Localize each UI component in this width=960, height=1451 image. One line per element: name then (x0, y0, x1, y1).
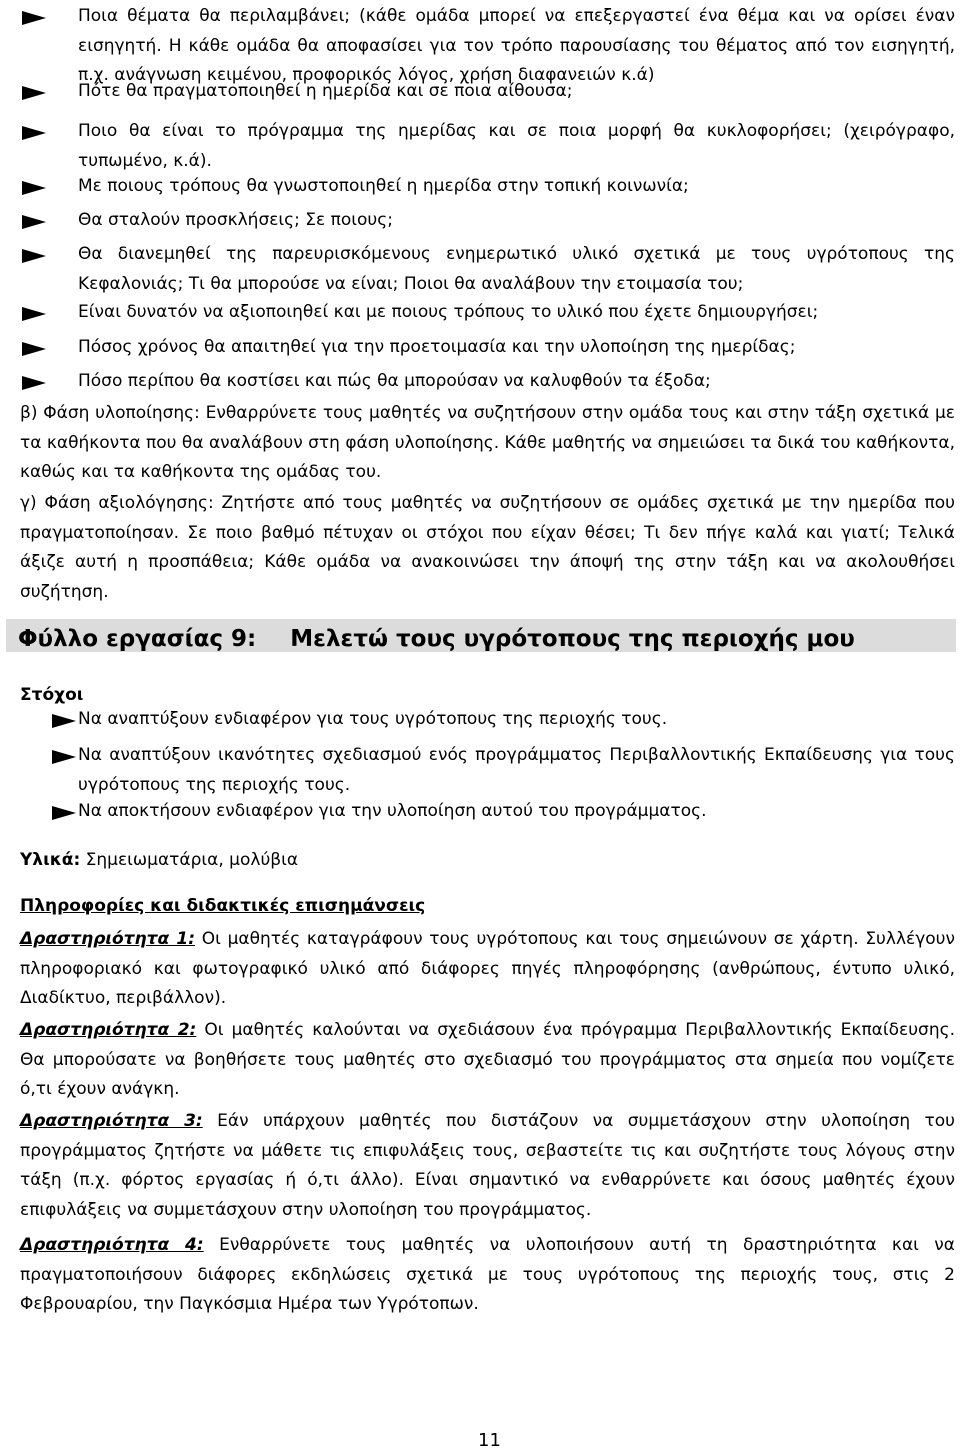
activity-paragraph (20, 1107, 955, 1225)
list-item (20, 333, 955, 363)
page-number: 11 (478, 1430, 501, 1451)
activity-label: Δραστηριότητα 2: (20, 1020, 197, 1040)
info-heading: Πληροφορίες και διδακτικές επισημάνσεις (20, 896, 426, 916)
list-item (20, 367, 955, 397)
activity-paragraph (20, 1016, 955, 1105)
arrow-bullet-icon (22, 126, 46, 140)
goal-item-text: Να αναπτύξουν ενδιαφέρον για τους υγρότοπους της περιοχής τους. (78, 709, 668, 729)
activity-label: Δραστηριότητα 3: (20, 1111, 203, 1131)
list-item-text: Πόσος χρόνος θα απαιτηθεί για την προετοιμασία και την υλοποίηση της ημερίδας; (78, 337, 796, 357)
arrow-bullet-icon (22, 215, 46, 229)
materials-line (20, 846, 955, 876)
goal-item (20, 797, 955, 827)
goal-item (20, 741, 955, 800)
list-item-text: Πόσο περίπου θα κοστίσει και πώς θα μπορούσαν να καλυφθούν τα έξοδα; (78, 371, 711, 391)
arrow-bullet-icon (52, 806, 76, 820)
list-item (20, 77, 955, 107)
activity-text: Ενθαρρύνετε τους μαθητές να υλοποιήσουν αυτή τη δραστηριότητα και να πραγματοποιήσουν διάφορες εκδηλώσεις σχετικά με τους υγρότοπους της περιοχής τους, στις 2 Φεβρουαρίου, την Παγκόσμια Ημέρα των Υγρότοπων. (20, 1235, 955, 1314)
worksheet-heading (18, 622, 855, 656)
phase-implementation-paragraph: β) Φάση υλοποίησης: Ενθαρρύνετε τους μαθητές να συζητήσουν στην ομάδα τους και στην τάξη σχετικά με τα καθήκοντα που θα αναλάβουν στη φάση υλοποίησης. Κάθε μαθητής να σημειώσει τα δικά του καθήκοντα, καθώς και τα καθήκοντα της ομάδας του. (20, 403, 955, 482)
activity-text: Οι μαθητές καλούνται να σχεδιάσουν ένα πρόγραμμα Περιβαλλοντικής Εκπαίδευσης. Θα μπορούσατε να βοηθήσετε τους μαθητές στο σχεδιασμό του προγράμματος στα σημεία που νομίζετε ό,τι έχουν ανάγκη. (20, 1020, 955, 1099)
goal-item-text: Να αναπτύξουν ικανότητες σχεδιασμού ενός προγράμματος Περιβαλλοντικής Εκπαίδευσης για τους υγρότοπους της περιοχής τους. (78, 745, 955, 795)
list-item-text: Είναι δυνατόν να αξιοποιηθεί και με ποιους τρόπους το υλικό που έχετε δημιουργήσει; (78, 302, 819, 322)
list-item-text: Θα διανεμηθεί της παρευρισκόμενους ενημερωτικό υλικό σχετικά με τους υγρότοπους της Κεφαλονιάς; Τι θα μπορούσε να είναι; Ποιοι θα αναλάβουν την ετοιμασία του; (78, 244, 955, 294)
activity-paragraph (20, 1231, 955, 1320)
arrow-bullet-icon (22, 307, 46, 321)
materials-value: Σημειωματάρια, μολύβια (85, 850, 299, 870)
goal-item-text: Να αποκτήσουν ενδιαφέρον για την υλοποίηση αυτού του προγράμματος. (78, 801, 707, 821)
materials-label: Υλικά: (20, 850, 81, 870)
list-item-text: Θα σταλούν προσκλήσεις; Σε ποιους; (78, 210, 393, 230)
list-item-text: Πότε θα πραγματοποιηθεί η ημερίδα και σε ποια αίθουσα; (78, 81, 573, 101)
list-item (20, 240, 955, 299)
activity-paragraph (20, 925, 955, 1014)
worksheet-subtitle: Μελετώ τους υγρότοπους της περιοχής μου (290, 626, 855, 652)
arrow-bullet-icon (22, 376, 46, 390)
list-item (20, 298, 955, 328)
list-item (20, 206, 955, 236)
list-item (20, 117, 955, 176)
activity-label: Δραστηριότητα 4: (20, 1235, 204, 1255)
goals-label: Στόχοι (20, 685, 84, 705)
activity-text: Εάν υπάρχουν μαθητές που διστάζουν να συμμετάσχουν στην υλοποίηση του προγράμματος ζητήστε να μάθετε τις επιφυλάξεις τους, σεβαστείτε τις και συζητήστε τους λόγους στην τάξη (π.χ. φόρτος εργασίας ή ό,τι άλλο). Είναι σημαντικό να ενθαρρύνετε και όσους μαθητές έχουν επιφυλάξεις να συμμετάσχουν στην υλοποίηση του προγράμματος. (20, 1111, 955, 1220)
arrow-bullet-icon (52, 714, 76, 728)
activity-text: Οι μαθητές καταγράφουν τους υγρότοπους και τους σημειώνουν σε χάρτη. Συλλέγουν πληροφοριακό και φωτογραφικό υλικό από διάφορες πηγές πληροφόρησης (ανθρώπους, έντυπο υλικό, Διαδίκτυο, περιβάλλον). (20, 929, 955, 1008)
phase-evaluation-paragraph: γ) Φάση αξιολόγησης: Ζητήστε από τους μαθητές να συζητήσουν σε ομάδες σχετικά με την ημερίδα που πραγματοποίησαν. Σε ποιο βαθμό πέτυχαν οι στόχοι που είχαν θέσει; Τι δεν πήγε καλά και γιατί; Τελικά άξιζε αυτή η προσπάθεια; Κάθε ομάδα να ανακοινώσει την άποψή της στην τάξη και να ακολουθήσει συζήτηση. (20, 493, 955, 602)
worksheet-title: Φύλλο εργασίας 9: (18, 626, 257, 652)
arrow-bullet-icon (22, 181, 46, 195)
arrow-bullet-icon (22, 342, 46, 356)
arrow-bullet-icon (52, 750, 76, 764)
list-item (20, 172, 955, 202)
list-item-text: Ποια θέματα θα περιλαμβάνει; (κάθε ομάδα μπορεί να επεξεργαστεί ένα θέμα και να ορίσει έναν εισηγητή. Η κάθε ομάδα θα αποφασίσει για τον τρόπο παρουσίασης του θέματος από τον εισηγητή, π.χ. ανάγνωση κειμένου, προφορικός λόγος, χρήση διαφανειών κ.ά) (78, 6, 955, 85)
arrow-bullet-icon (22, 249, 46, 263)
list-item-text: Με ποιους τρόπους θα γνωστοποιηθεί η ημερίδα στην τοπική κοινωνία; (78, 176, 689, 196)
list-item-text: Ποιο θα είναι το πρόγραμμα της ημερίδας και σε ποια μορφή θα κυκλοφορήσει; (χειρόγραφο, τυπωμένο, κ.ά). (78, 121, 955, 171)
activity-label: Δραστηριότητα 1: (20, 929, 196, 949)
arrow-bullet-icon (22, 86, 46, 100)
arrow-bullet-icon (22, 11, 46, 25)
goal-item (20, 705, 955, 735)
